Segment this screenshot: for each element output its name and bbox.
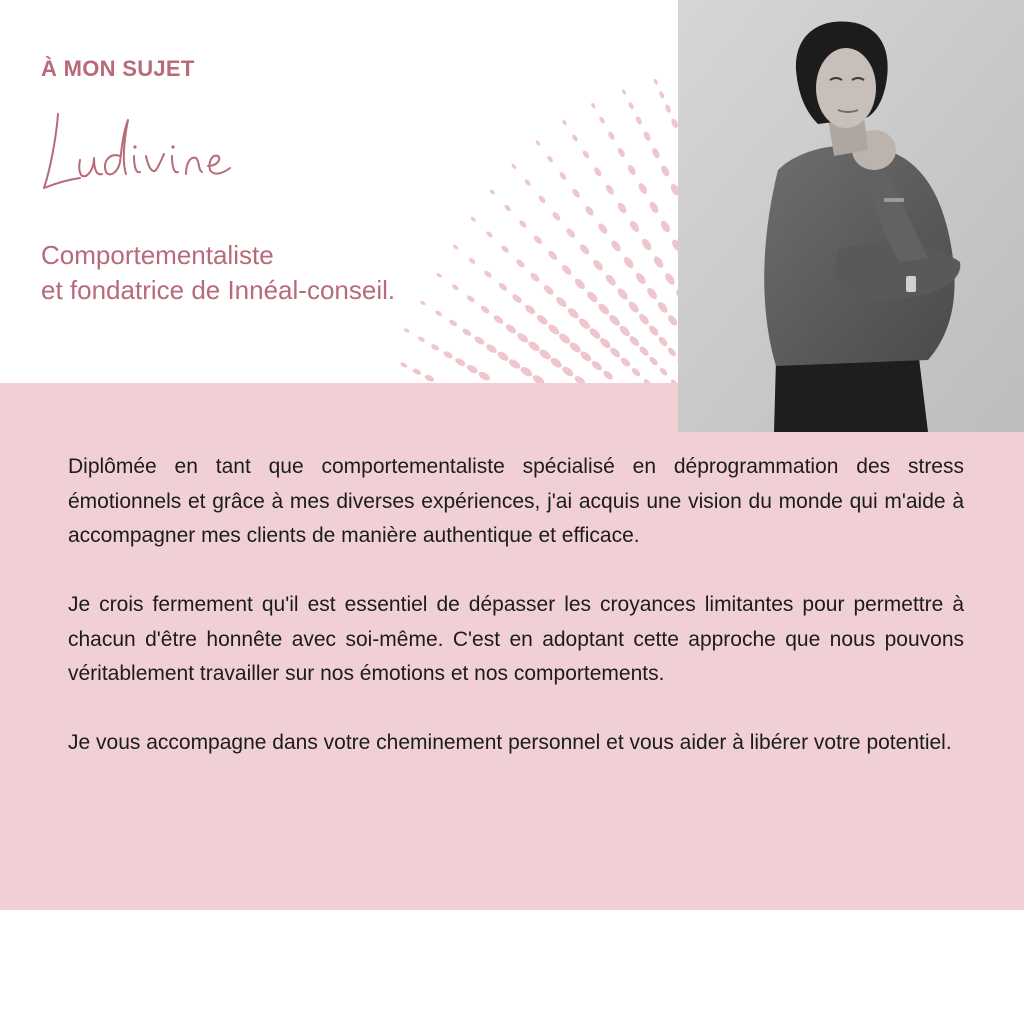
halftone-dot: [628, 219, 641, 233]
halftone-dot: [642, 130, 652, 141]
halftone-dot: [648, 200, 660, 214]
halftone-dot: [590, 359, 603, 372]
halftone-dot: [561, 119, 567, 126]
halftone-dot: [516, 331, 530, 344]
halftone-dot: [504, 323, 517, 335]
halftone-dot: [430, 343, 440, 352]
halftone-dot: [565, 227, 577, 239]
halftone-dot: [645, 286, 659, 301]
halftone-dot: [647, 324, 660, 337]
halftone-dot: [653, 78, 659, 85]
halftone-dot: [461, 327, 472, 337]
halftone-dot: [511, 163, 518, 170]
signature-logo: [36, 100, 236, 200]
bio-text: [68, 450, 964, 761]
halftone-dot: [483, 269, 493, 278]
halftone-dot: [566, 306, 580, 320]
halftone-dot: [500, 244, 510, 254]
halftone-dot: [628, 101, 635, 110]
bio-paragraph-2: Je crois fermement qu'il est essentiel de dépasser les croyances limitantes pour permettre à chacun d'être honnête avec soi-même. C'est en adoptant cette approche que nous pouvons véritablement travailler sur nos émotions et nos comportements.: [68, 593, 964, 685]
halftone-dot: [561, 365, 575, 378]
halftone-dot: [519, 365, 534, 378]
halftone-dot: [621, 89, 627, 96]
halftone-dot: [577, 317, 591, 331]
halftone-dot: [529, 271, 541, 283]
halftone-dot: [485, 230, 493, 238]
halftone-dot: [568, 341, 583, 355]
halftone-dot: [485, 343, 499, 355]
halftone-dot: [473, 335, 486, 346]
halftone-dot: [466, 294, 476, 303]
halftone-dot: [571, 134, 579, 143]
halftone-dot: [640, 237, 653, 252]
halftone-dot: [468, 257, 476, 265]
subtitle-line-1: Comportementaliste: [41, 240, 274, 270]
halftone-dot: [551, 211, 562, 222]
halftone-dot: [448, 319, 458, 328]
halftone-dot: [598, 116, 605, 125]
halftone-dot: [527, 339, 542, 352]
halftone-dot: [419, 300, 426, 306]
halftone-dot: [626, 164, 637, 177]
halftone-dot: [479, 304, 490, 314]
subtitle-line-2: et fondatrice de Innéal-conseil.: [41, 275, 396, 305]
halftone-dot: [635, 115, 643, 125]
halftone-dot: [607, 131, 616, 141]
halftone-dot: [660, 164, 671, 178]
halftone-dot: [666, 314, 679, 328]
halftone-dot: [507, 357, 522, 370]
halftone-dot: [511, 293, 523, 305]
halftone-dot: [537, 194, 546, 204]
halftone-dot: [535, 313, 549, 326]
halftone-dot: [634, 271, 648, 286]
halftone-dot: [604, 183, 615, 196]
halftone-dot: [466, 363, 480, 375]
halftone-dot: [659, 367, 669, 377]
halftone-dot: [585, 290, 599, 304]
halftone-dot: [436, 272, 443, 278]
halftone-dot: [593, 166, 603, 177]
subtitle: [41, 238, 395, 308]
halftone-dot: [608, 313, 622, 327]
halftone-dot: [597, 222, 609, 235]
halftone-dot: [598, 336, 612, 350]
halftone-dot: [533, 234, 544, 245]
halftone-dot: [602, 369, 615, 381]
halftone-dot: [560, 263, 573, 276]
halftone-dot: [496, 350, 510, 363]
halftone-dot: [535, 140, 541, 147]
halftone-dot: [616, 287, 630, 302]
halftone-dot: [663, 272, 676, 287]
halftone-dot: [638, 345, 650, 357]
halftone-dot: [616, 201, 628, 215]
halftone-dot: [666, 346, 677, 357]
halftone-dot: [659, 219, 672, 234]
halftone-dot: [573, 277, 587, 291]
halftone-dot: [628, 334, 641, 347]
halftone-dot: [546, 155, 554, 163]
bio-paragraph-1: Diplômée en tant que comportementaliste spécialisé en déprogrammation des stress émotionnels et grâce à mes diverses expériences, j'ai acquis une vision du monde qui m'aide à accompagner mes clients de manière authentique et efficace.: [68, 455, 964, 547]
halftone-dot: [579, 350, 593, 363]
halftone-dot: [658, 91, 665, 100]
halftone-dot: [637, 182, 649, 196]
halftone-dot: [417, 336, 426, 343]
halftone-dot: [477, 370, 491, 382]
halftone-dot: [597, 302, 611, 316]
portrait-illustration: [678, 0, 1024, 432]
halftone-dot: [657, 335, 669, 348]
halftone-dot: [604, 273, 618, 287]
section-eyebrow: À MON SUJET: [41, 56, 195, 81]
halftone-dot: [558, 171, 567, 181]
halftone-dot: [588, 327, 602, 341]
halftone-dot: [652, 255, 665, 270]
halftone-dot: [538, 348, 553, 362]
halftone-dot: [582, 149, 591, 159]
halftone-dot: [497, 281, 508, 292]
halftone-dot: [584, 205, 596, 217]
halftone-dot: [549, 356, 564, 370]
halftone-dot: [492, 314, 504, 325]
halftone-dot: [630, 367, 641, 378]
halftone-dot: [656, 300, 669, 314]
halftone-dot: [524, 178, 532, 186]
halftone-dot: [515, 258, 526, 269]
halftone-dot: [578, 243, 591, 256]
halftone-dot: [616, 147, 626, 158]
halftone-dot: [451, 283, 459, 291]
halftone-dot: [618, 324, 632, 338]
halftone-dot: [412, 368, 422, 376]
halftone-dot: [557, 332, 572, 346]
halftone-dot: [518, 219, 528, 229]
halftone-dot: [434, 310, 443, 318]
halftone-dot: [442, 350, 453, 360]
halftone-dot: [504, 204, 512, 212]
halftone-dot: [609, 346, 622, 359]
halftone-dot: [547, 249, 559, 261]
halftone-dot: [470, 216, 477, 223]
halftone-dot: [651, 147, 662, 160]
halftone-dot: [627, 300, 641, 315]
halftone-dot: [489, 189, 496, 196]
halftone-dot: [454, 357, 467, 368]
halftone-dot: [542, 284, 555, 297]
halftone-dot: [547, 323, 561, 337]
halftone-dot: [424, 373, 435, 383]
halftone-dot: [637, 312, 651, 326]
portrait-photo: [678, 0, 1024, 432]
halftone-dot: [619, 356, 631, 368]
halftone-dot: [571, 188, 581, 199]
halftone-dot: [591, 258, 604, 272]
halftone-dot: [403, 327, 410, 333]
halftone-dot: [400, 361, 409, 368]
halftone-dot: [452, 244, 459, 251]
halftone-dot: [590, 102, 596, 109]
halftone-dot: [622, 255, 635, 270]
halftone-dot: [609, 239, 622, 253]
bio-paragraph-3: Je vous accompagne dans votre cheminement personnel et vous aider à libérer votre potentiel.: [68, 731, 952, 754]
halftone-dot: [664, 104, 672, 114]
halftone-dot: [648, 356, 659, 367]
halftone-dot: [554, 295, 568, 309]
halftone-dot: [523, 303, 536, 316]
